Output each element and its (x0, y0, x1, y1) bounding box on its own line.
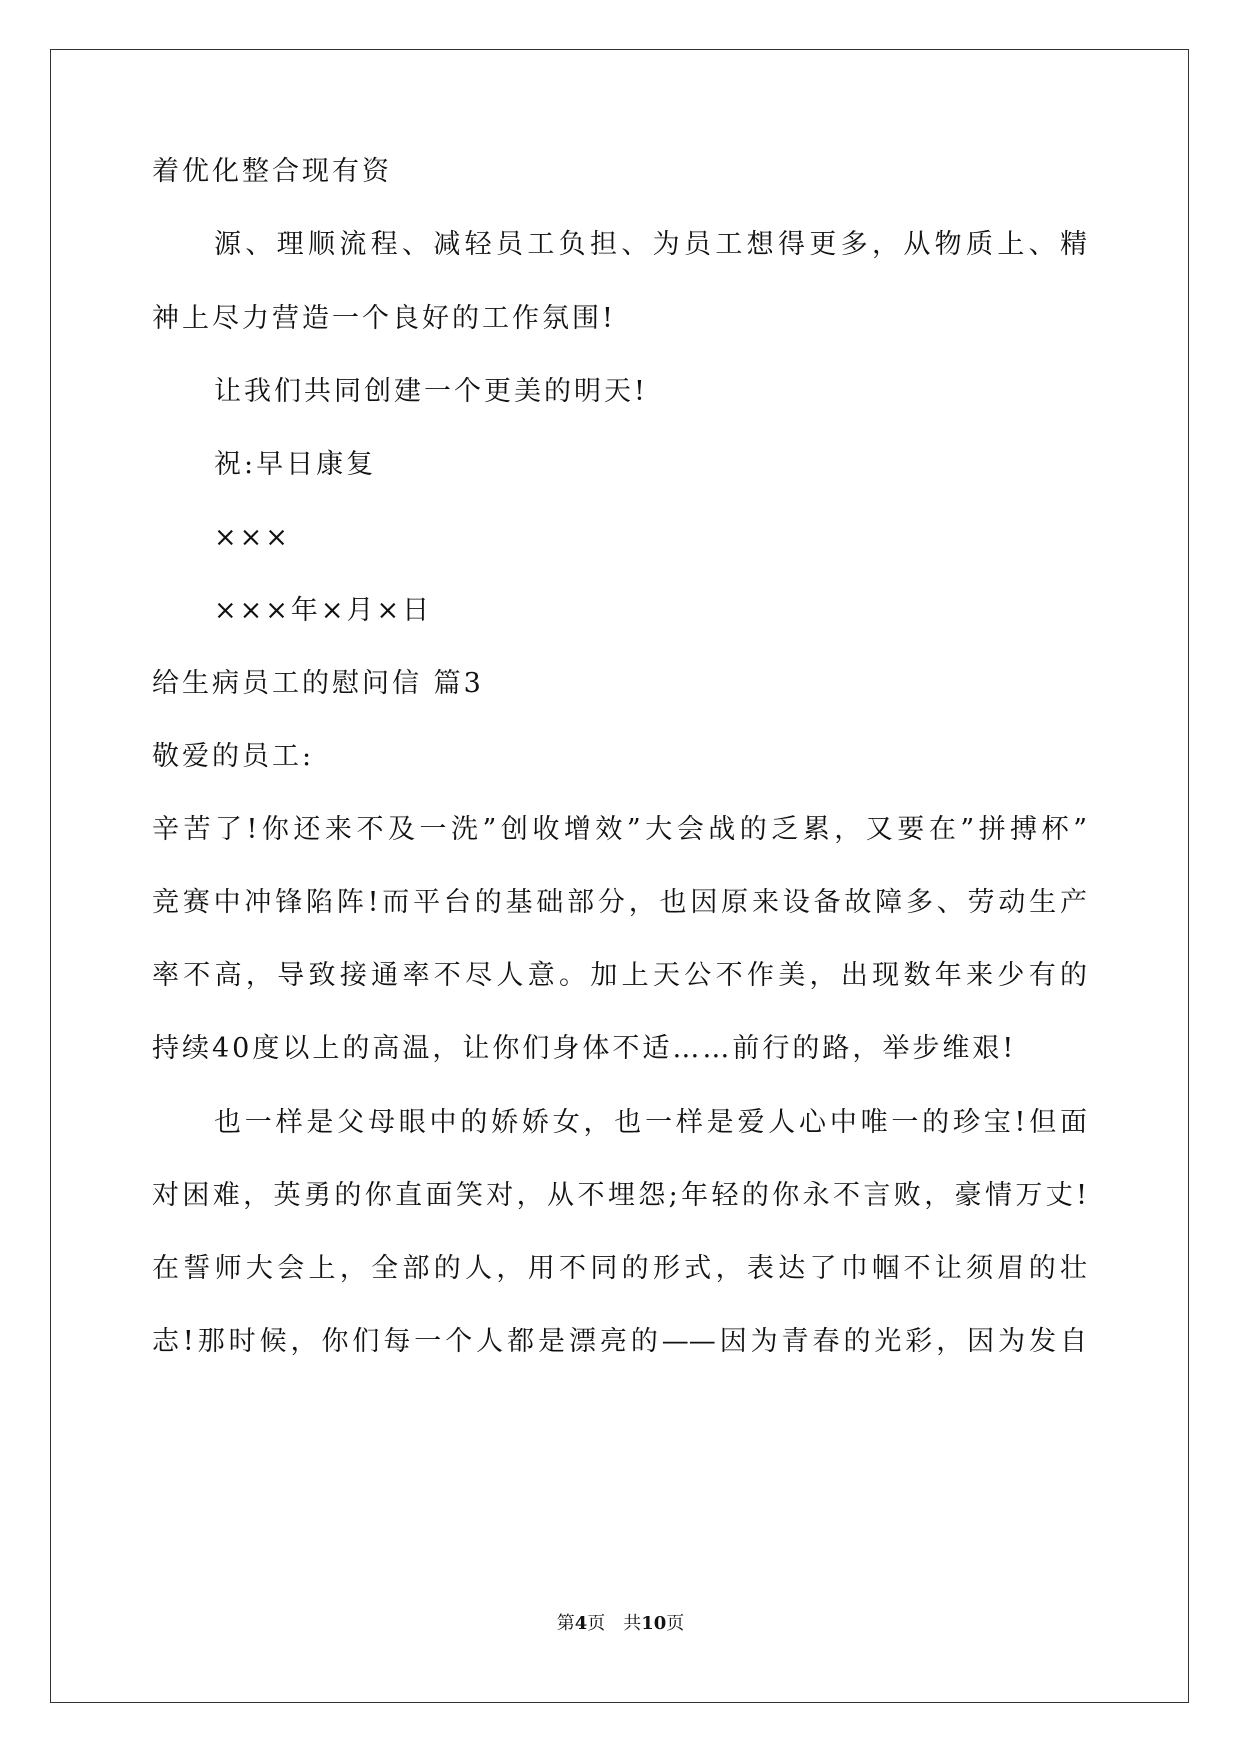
text-line-closing: 让我们共同创建一个更美的明天! (214, 376, 648, 407)
section-heading: 给生病员工的慰问信 篇3 (152, 668, 484, 699)
text-line-paragraph-2-end: 持续40度以上的高温，让你们身体不适……前行的路，举步维艰! (152, 1033, 1017, 1064)
total-prefix: 共 (623, 1613, 642, 1634)
page-number: 4 (574, 1613, 588, 1634)
text-line-paragraph-2: 率不高，导致接通率不尽人意。加上天公不作美，出现数年来少有的 (152, 960, 1087, 991)
page-footer (0, 1613, 1241, 1635)
text-line-continuation: 着优化整合现有资 (152, 156, 392, 187)
text-line-paragraph-3: 在誓师大会上，全部的人，用不同的形式，表达了巾帼不让须眉的壮 (152, 1253, 1087, 1284)
text-line-signature: ××× (214, 522, 291, 553)
text-line-paragraph-3: 也一样是父母眼中的娇娇女，也一样是爱人心中唯一的珍宝!但面 (214, 1107, 1087, 1138)
text-line-wish: 祝:早日康复 (214, 449, 377, 480)
text-line-date: ×××年×月×日 (214, 595, 433, 626)
text-line-paragraph-2: 竞赛中冲锋陷阵!而平台的基础部分，也因原来设备故障多、劳动生产 (152, 887, 1087, 918)
page-border (50, 49, 1189, 1703)
text-line-paragraph-2: 辛苦了!你还来不及一洗”创收增效”大会战的乏累，又要在”拼搏杯” (152, 814, 1087, 845)
page-prefix: 第 (556, 1613, 575, 1634)
page-total: 10 (641, 1613, 667, 1634)
salutation: 敬爱的员工: (152, 741, 315, 772)
total-suffix: 页 (666, 1613, 685, 1634)
page-suffix: 页 (587, 1613, 606, 1634)
text-line-paragraph-3: 对困难，英勇的你直面笑对，从不埋怨;年轻的你永不言败，豪情万丈! (152, 1180, 1087, 1211)
text-line-paragraph-1-end: 神上尽力营造一个良好的工作氛围! (152, 303, 616, 334)
text-line-paragraph-1: 源、理顺流程、减轻员工负担、为员工想得更多，从物质上、精 (214, 229, 1087, 260)
text-line-paragraph-3: 志!那时候，你们每一个人都是漂亮的——因为青春的光彩，因为发自 (152, 1326, 1087, 1357)
